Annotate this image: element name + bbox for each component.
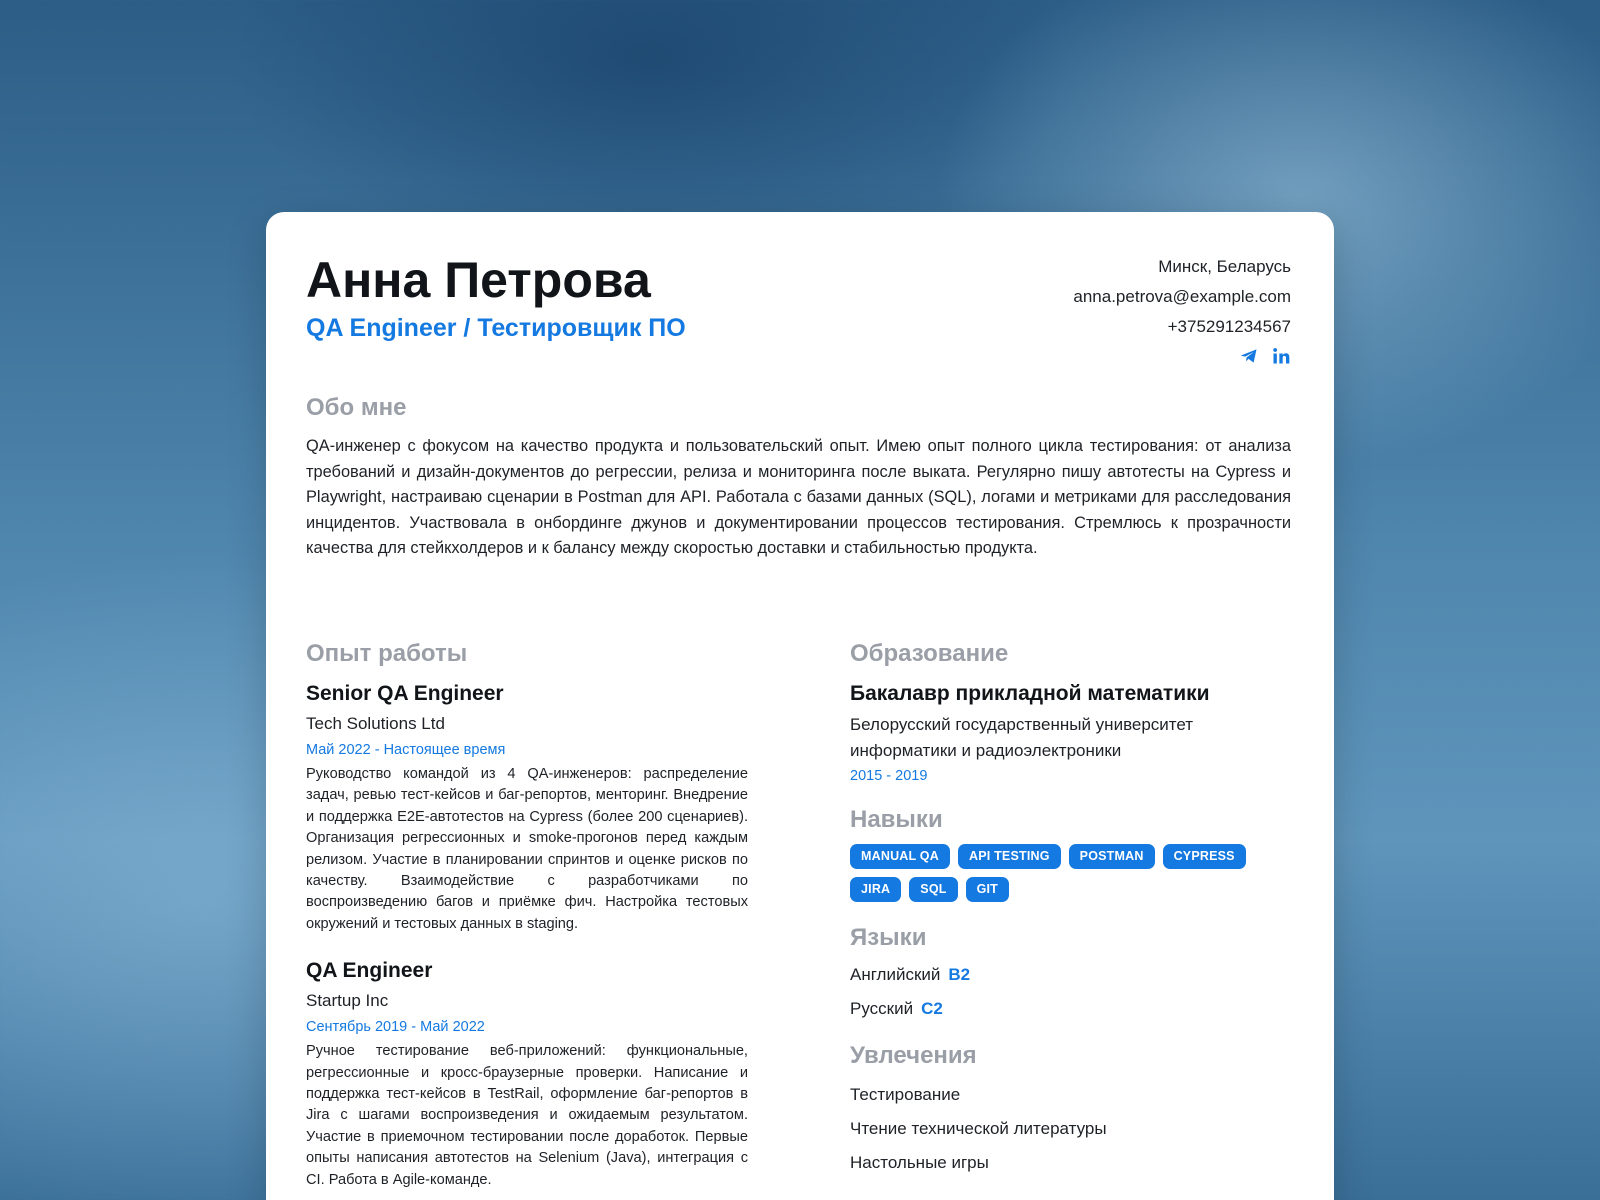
about-text: QA-инженер с фокусом на качество продукта и пользовательский опыт. Имею опыт полного цикла тестирования: от анализа требований и дизайн-документов до регрессии, релиза и мониторинга после выката. Регулярно пишу автотесты на Cypress и Playwright, настраиваю сценарии в Postman для API. Работала с базами данных (SQL), логами и метриками для расследования инцидентов. Участвовала в онбординге джунов и документировании процессов тестирования. Стремлюсь к прозрачности качества для стейкхолдеров и к балансу между скоростью доставки и стабильностью продукта.	[306, 437, 1291, 558]
job-entry	[306, 959, 748, 1191]
section-title-languages: Языки	[850, 924, 927, 951]
languages-list	[850, 958, 1291, 1026]
person-name: Анна Петрова	[306, 252, 651, 308]
contact-phone[interactable]: +375291234567	[1167, 317, 1291, 336]
section-title-education: Образование	[850, 640, 1009, 667]
language-name: Английский	[850, 965, 941, 984]
contacts-block	[1073, 252, 1291, 376]
job-description: Руководство командой из 4 QA-инженеров: распределение задач, ревью тест-кейсов и баг-репортов, менторинг. Внедрение и поддержка E2E-автотестов на Cypress (более 200 сценариев). Организация регрессионных и smoke-прогонов перед каждым релизом. Участие в планировании спринтов и оценке рисков по качеству. Взаимодействие с разработчиками по воспроизведению багов и приёмке фич. Настройка тестовых окружений и тестовых данных в staging.	[306, 766, 748, 932]
skill-tag: JIRA	[850, 877, 901, 902]
job-title: QA Engineer	[306, 959, 433, 983]
hobby-item: Настольные игры	[850, 1153, 989, 1172]
skill-tag: MANUAL QA	[850, 844, 950, 869]
job-period: Май 2022 - Настоящее время	[306, 742, 506, 758]
job-entry	[306, 682, 748, 935]
skills-tags	[850, 844, 1291, 902]
contact-email[interactable]: anna.petrova@example.com	[1073, 287, 1291, 306]
job-company: Startup Inc	[306, 991, 389, 1011]
hobbies-list	[850, 1078, 1291, 1180]
language-level: B2	[948, 965, 971, 984]
skill-tag: CYPRESS	[1163, 844, 1246, 869]
skill-tag: POSTMAN	[1069, 844, 1155, 869]
job-company: Tech Solutions Ltd	[306, 714, 445, 733]
sidebar-column	[850, 640, 1291, 1180]
job-period: Сентябрь 2019 - Май 2022	[306, 1019, 485, 1036]
contact-location: Минск, Беларусь	[1158, 257, 1291, 276]
linkedin-icon[interactable]	[1271, 346, 1291, 366]
section-title-about: Обо мне	[306, 394, 407, 421]
resume-header	[306, 252, 1291, 382]
language-item	[850, 958, 1291, 992]
skill-tag: SQL	[909, 877, 957, 902]
language-name: Русский	[850, 999, 914, 1018]
section-title-skills: Навыки	[850, 806, 943, 833]
social-links	[1073, 342, 1291, 376]
job-title: Senior QA Engineer	[306, 682, 504, 705]
hobby-item: Чтение технической литературы	[850, 1119, 1107, 1138]
language-item	[850, 992, 1291, 1026]
skill-tag: API TESTING	[958, 844, 1061, 869]
language-level: C2	[921, 999, 943, 1018]
hobby-item: Тестирование	[850, 1085, 961, 1104]
resume-card	[266, 212, 1334, 1200]
person-role: QA Engineer / Тестировщик ПО	[306, 314, 686, 342]
skill-tag: GIT	[966, 877, 1009, 902]
education-degree: Бакалавр прикладной математики	[850, 682, 1210, 705]
section-title-experience: Опыт работы	[306, 640, 468, 667]
education-school: Белорусский государственный университет информатики и радиоэлектроники	[850, 715, 1194, 760]
job-description: Ручное тестирование веб-приложений: функциональные, регрессионные и кросс-браузерные проверки. Написание и поддержка тест-кейсов в TestRail, оформление баг-репортов в Jira с шагами воспроизведения и ожидаемым результатом. Участие в приемочном тестировании после доработок. Первые опыты написания автотестов на Selenium (Java), интеграция с CI. Работа в Agile-команде.	[306, 1043, 748, 1188]
telegram-icon[interactable]	[1239, 346, 1259, 366]
experience-column	[306, 640, 748, 1191]
resume-content	[306, 252, 1291, 1188]
education-period: 2015 - 2019	[850, 768, 928, 784]
section-title-hobbies: Увлечения	[850, 1042, 977, 1069]
